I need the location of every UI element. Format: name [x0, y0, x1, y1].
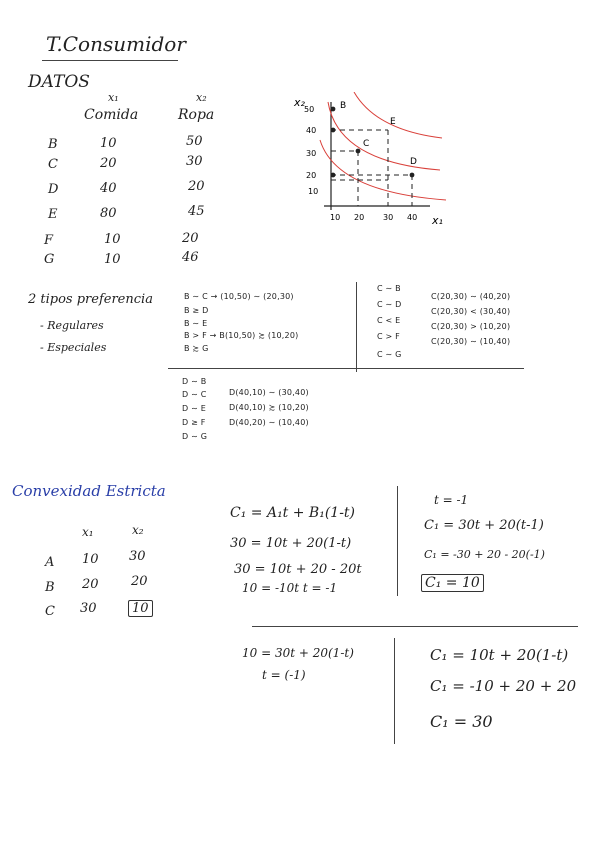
side-equation-result: C₁ = 10	[421, 574, 484, 592]
pref-c-detail: C(20,30) > (10,20)	[431, 322, 511, 331]
pref-c-line: C ∼ G	[377, 350, 402, 359]
datos-row-x1: 10	[104, 232, 121, 247]
indifference-curve-inner	[320, 140, 446, 200]
pref-c-detail: C(20,30) ∼ (10,40)	[431, 337, 511, 346]
bottom-left-equation: t = (-1)	[262, 668, 306, 682]
divider-horizontal	[168, 368, 524, 369]
datos-row-x2: 20	[188, 179, 205, 194]
pref-d-line: D ∼ C	[182, 390, 207, 399]
datos-row-x1: 20	[100, 156, 117, 171]
pref-c-line: C < E	[377, 316, 401, 325]
convexidad-row-x2: 30	[129, 549, 146, 564]
divider-vertical	[356, 282, 357, 372]
datos-row-x1: 10	[104, 252, 121, 267]
indifference-curve-middle	[328, 102, 440, 170]
pref-d-line: D ∼ G	[182, 432, 208, 441]
pref-b-line: B ∼ E	[184, 319, 208, 328]
pref-c-line: C ∼ B	[377, 284, 401, 293]
bottom-left-equation: 10 = 30t + 20(1-t)	[242, 646, 354, 660]
side-equation-line: C₁ = -30 + 20 - 20(-1)	[424, 548, 545, 561]
datos-row-x1: 10	[100, 136, 117, 151]
pref-c-line: C ∼ D	[377, 300, 402, 309]
datos-row-x2: 30	[186, 154, 203, 169]
pref-c-line: C > F	[377, 332, 400, 341]
graph-point-label: B	[340, 101, 347, 111]
pref-d-line: D ∼ E	[182, 404, 207, 413]
pref-d-detail: D(40,10) ≿ (10,20)	[229, 403, 309, 412]
graph-point-label: C	[363, 139, 370, 149]
bottom-right-equation: C₁ = -10 + 20 + 20	[430, 677, 577, 695]
convexidad-col-x1: x₁	[82, 525, 94, 539]
graph-y-tick: 30	[306, 149, 317, 158]
convexidad-col-x2: x₂	[132, 523, 144, 537]
graph-x-tick: 20	[354, 213, 365, 222]
convexidad-row-label: A	[45, 555, 55, 570]
graph-point	[331, 128, 336, 133]
datos-row-label: E	[48, 207, 58, 222]
graph-y-tick: 50	[304, 105, 315, 114]
datos-row-x1: 40	[100, 181, 117, 196]
indifference-curve-outer	[354, 92, 442, 138]
graph-point	[356, 149, 361, 154]
pref-b-line: B ≥ D	[184, 306, 209, 315]
datos-col2-label: Ropa	[178, 107, 215, 123]
datos-row-label: D	[48, 182, 59, 197]
pref-c-detail: C(20,30) < (30,40)	[431, 307, 511, 316]
graph-y-tick: 40	[306, 126, 317, 135]
datos-row-x2: 50	[186, 134, 203, 149]
equation-line: C₁ = A₁t + B₁(1-t)	[230, 505, 356, 521]
convexidad-row-label: C	[45, 604, 55, 619]
datos-row-label: F	[44, 233, 54, 248]
bottom-right-equation: C₁ = 30	[430, 712, 493, 731]
divider-vertical	[394, 638, 395, 744]
datos-col1-label: Comida	[84, 107, 139, 123]
pref-b-line: B > F → B(10,50) ≿ (10,20)	[184, 331, 299, 340]
datos-row-x2: 20	[182, 231, 199, 246]
pref-b-line: B ∼ C → (10,50) ∼ (20,30)	[184, 292, 294, 301]
divider-vertical	[397, 486, 398, 596]
divider-horizontal	[252, 626, 578, 627]
graph-x-tick: 30	[383, 213, 394, 222]
preferences-heading: 2 tipos preferencia	[28, 292, 153, 307]
graph-point-label: E	[390, 117, 396, 127]
convexidad-heading: Convexidad Estricta	[12, 482, 166, 500]
indifference-graph	[280, 92, 450, 232]
convexidad-row-x1: 20	[82, 577, 99, 592]
datos-col-x2: x₂	[196, 91, 207, 104]
title-underline	[42, 60, 178, 61]
pref-c-detail: C(20,30) ∼ (40,20)	[431, 292, 511, 301]
graph-point	[331, 107, 336, 112]
graph-x-tick: 40	[407, 213, 418, 222]
page-title: T.Consumidor	[46, 32, 186, 56]
pref-b-line: B ≿ G	[184, 344, 209, 353]
datos-row-x2: 46	[182, 250, 199, 265]
datos-col-x1: x₁	[108, 91, 119, 104]
graph-x-axis-label: x₁	[432, 214, 443, 227]
datos-row-x2: 45	[188, 204, 205, 219]
graph-y-tick: 20	[306, 171, 317, 180]
convexidad-row-x1: 30	[80, 601, 97, 616]
convexidad-row-label: B	[45, 580, 55, 595]
equation-line: 10 = -10t t = -1	[242, 581, 338, 595]
datos-heading: DATOS	[28, 72, 90, 92]
convexidad-row-x2: 10	[128, 600, 153, 617]
graph-point-label: D	[410, 157, 417, 167]
datos-row-label: C	[48, 157, 58, 172]
preferences-item: - Regulares	[40, 319, 104, 332]
pref-d-detail: D(40,20) ∼ (10,40)	[229, 418, 309, 427]
graph-point	[331, 173, 336, 178]
datos-row-label: G	[44, 252, 55, 267]
convexidad-row-x2: 20	[131, 574, 148, 589]
pref-d-line: D ≥ F	[182, 418, 206, 427]
graph-y-tick: 10	[308, 187, 319, 196]
equation-line: 30 = 10t + 20(1-t)	[230, 536, 352, 551]
graph-x-tick: 10	[330, 213, 341, 222]
equation-line: 30 = 10t + 20 - 20t	[234, 562, 362, 577]
pref-d-detail: D(40,10) ∼ (30,40)	[229, 388, 309, 397]
side-equation-line: C₁ = 30t + 20(t-1)	[424, 518, 544, 533]
convexidad-row-x1: 10	[82, 552, 99, 567]
graph-y-axis-label: x₂	[294, 96, 305, 109]
datos-row-x1: 80	[100, 206, 117, 221]
pref-d-line: D ∼ B	[182, 377, 207, 386]
graph-point	[410, 173, 415, 178]
datos-row-label: B	[48, 137, 58, 152]
bottom-right-equation: C₁ = 10t + 20(1-t)	[430, 646, 569, 664]
preferences-item: - Especiales	[40, 341, 107, 354]
side-equation-line: t = -1	[434, 493, 469, 507]
